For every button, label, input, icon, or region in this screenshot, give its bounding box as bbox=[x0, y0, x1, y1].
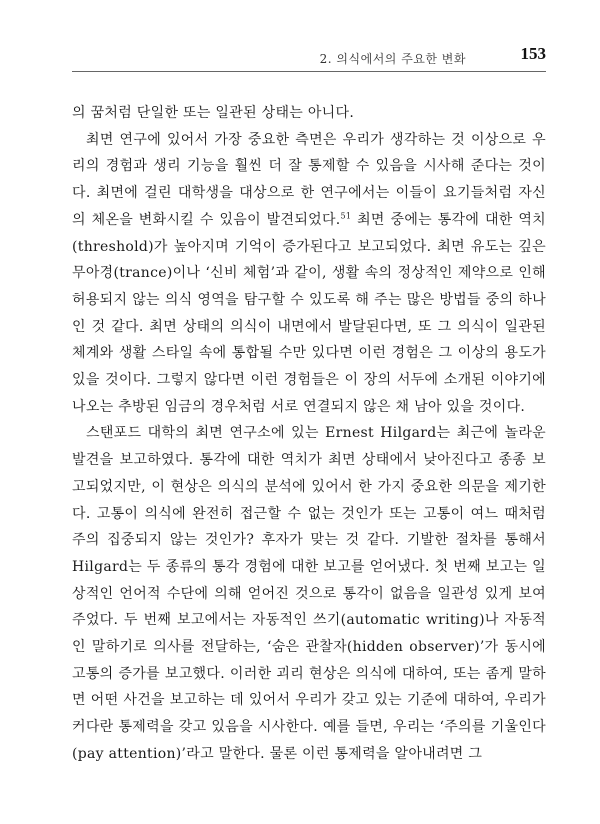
paragraph-2-text-a: 최면 연구에 있어서 가장 중요한 측면은 우리가 생각하는 것 이상으로 우리의 경험과 생리 기능을 훨씬 더 잘 통제할 수 있음을 시사해 준다는 것이다. 최면에 걸린 대학생을 대상으로 한 연구에서는 이들이 요기들처럼 자신의 체온을 변화시킬 수 있음이 발견되었다. bbox=[72, 131, 546, 228]
footnote-ref: 51 bbox=[340, 211, 352, 221]
body-text bbox=[72, 100, 546, 768]
paragraph-3: 스탠포드 대학의 최면 연구소에 있는 Ernest Hilgard는 최근에 놀라운 발견을 보고하였다. 통각에 대한 역치가 최면 상태에서 낮아진다고 종종 보고되었지만, 이 현상은 의식의 분석에 있어서 한 가지 중요한 의문을 제기한다. 고통이 의식에 완전히 접근할 수 없는 것인가 또는 고통이 여느 때처럼 주의 집중되지 않는 것인가? 후자가 맞는 것 같다. 기발한 절차를 통해서 Hilgard는 두 종류의 통각 경험에 대한 보고를 얻어냈다. 첫 번째 보고는 일상적인 언어적 수단에 의해 얻어진 것으로 통각이 없음을 일관성 있게 보여 주었다. 두 번째 보고에서는 자동적인 쓰기(automatic writing)나 자동적인 말하기로 의사를 전달하는, ‘숨은 관찰자(hidden observer)’가 동시에 고통의 증가를 보고했다. 이러한 괴리 현상은 의식에 대하여, 또는 좀게 말하면 어떤 사건을 보고하는 데 있어서 우리가 갖고 있는 기준에 대하여, 우리가 커다란 통제력을 갖고 있음을 시사한다. 예를 들면, 우리는 ‘주의를 기울인다(pay attention)’라고 말한다. 물론 이런 통제력을 알아내려면 그 bbox=[72, 425, 546, 762]
paragraph-2 bbox=[72, 127, 546, 421]
paragraph-1: 의 꿈처럼 단일한 또는 일관된 상태는 아니다. bbox=[72, 105, 355, 121]
header-rule bbox=[72, 71, 546, 72]
page-header bbox=[72, 40, 546, 72]
running-head: 2. 의식에서의 주요한 변화 bbox=[319, 52, 466, 66]
paragraph-2-text-b: 최면 중에는 통각에 대한 역치(threshold)가 높아지며 기억이 증가된다고 보고되었다. 최면 유도는 깊은 무아경(trance)이나 ‘신비 체험’과 같이, 생활 속의 정상적인 제약으로 인해 허용되지 않는 의식 영역을 탐구할 수 있도록 해 주는 많은 방법들 중의 하나인 것 같다. 최면 상태의 의식이 내면에서 발달된다면, 또 그 의식이 일관된 체계와 생활 스타일 속에 통합될 수만 있다면 이런 경험은 그 이상의 용도가 있을 것이다. 그렇지 않다면 이런 경험들은 이 장의 서두에 소개된 이야기에 나오는 추방된 임금의 경우처럼 서로 연결되지 않은 채 남아 있을 것이다. bbox=[72, 211, 546, 415]
page-number: 153 bbox=[520, 44, 546, 63]
